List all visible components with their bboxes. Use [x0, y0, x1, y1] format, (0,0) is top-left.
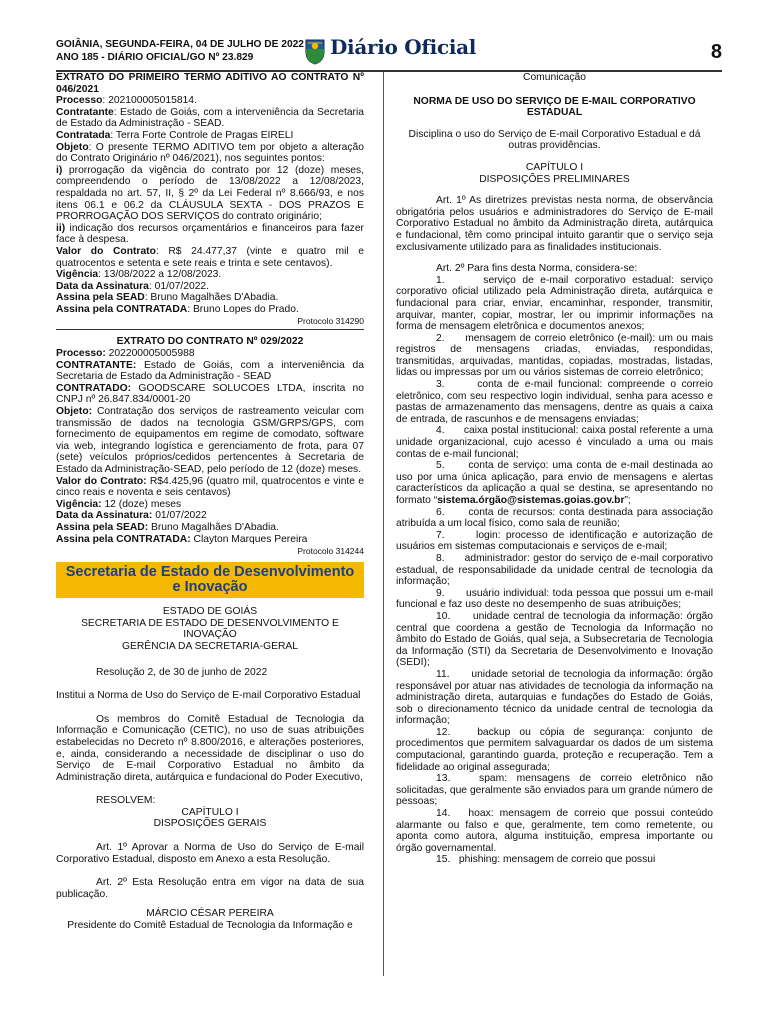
resolution-signer: MÁRCIO CÉSAR PEREIRA	[146, 908, 274, 920]
extract1-item-ii: ii) indicação dos recursos orçamentários e financeiros para fazer face à despesa.	[56, 222, 364, 246]
resolution-chapter-title: DISPOSIÇÕES GERAIS	[153, 818, 267, 830]
right-column	[396, 72, 713, 866]
norma-art2: Art. 2º Para fins desta Norma, considera-se:	[436, 263, 638, 275]
resolution-ementa: Institui a Norma de Uso do Serviço de E-mail Corporativo Estadual	[56, 690, 361, 702]
comunicacao-label: Comunicação	[523, 72, 586, 83]
page-header	[56, 35, 722, 68]
resolution-resolvem: RESOLVEM:	[96, 795, 156, 807]
extract1-item-i: i) prorrogação da vigência do contrato por 12 (doze) meses, compreendendo o período de 13/08/2022 a 12/08/2023, respaldada no art. 57, II, § 2º da Lei Federal nº 8.666/93, e nos itens 06.1 e 06.2 da CLÁUSULA SEXTA - DOS PRAZOS E PRORROGAÇÃO DOS SERVIÇOS do contrato originário;	[56, 164, 364, 223]
resolution-art1: Art. 1º Aprovar a Norma de Uso do Serviço de E-mail Corporativo Estadual, disposto em Anexo a esta Resolução.	[56, 842, 364, 865]
page-number: 8	[710, 41, 722, 63]
list-item: 12. backup ou cópia de segurança: conjunto de procedimentos que permitem salvaguardar os dados de um sistema computacional, garantindo guarda, proteção e recuperação. Tem a fidelidade ao original assegurada;	[396, 726, 713, 773]
list-item: 15. phishing: mensagem de correio que possui	[436, 854, 656, 866]
brand-title: Diário Oficial	[330, 35, 477, 59]
resolution-estado: ESTADO DE GOIÁS	[162, 606, 258, 618]
extract1-title: EXTRATO DO PRIMEIRO TERMO ADITIVO AO CONTRATO Nº 046/2021	[56, 72, 364, 95]
extract2-processo: Processo: 202200005005988	[56, 348, 195, 360]
resolution-title: Resolução 2, de 30 de junho de 2022	[96, 666, 268, 678]
norma-chapter: CAPÍTULO I	[525, 161, 584, 173]
resolution-chapter: CAPÍTULO I	[181, 806, 239, 818]
list-item: 1. serviço de e-mail corporativo estadual: serviço corporativo oficial utilizado pela Administração direta, autárquica e fundacional para criar, enviar, encaminhar, responder, transmitir, arquivar, manter, copiar, mostrar, ler ou imprimir informações na forma de mensagem eletrônica e documentos anexos;	[396, 274, 713, 333]
norma-title: NORMA DE USO DO SERVIÇO DE E-MAIL CORPORATIVO ESTADUAL	[413, 95, 696, 119]
goias-coat-of-arms-icon	[304, 37, 326, 65]
extract2-vigencia: Vigência: 12 (doze) meses	[56, 498, 182, 510]
column-divider	[383, 72, 384, 976]
extract1-sead: Assina pela SEAD: Bruno Magalhães D'Abadia.	[56, 292, 279, 304]
list-item: 13. spam: mensagens de correio eletrônico não solicitadas, que geralmente são enviados para um grande número de pessoas;	[396, 773, 713, 808]
extract2-contratado: CONTRATADO: GOODSCARE SOLUCOES LTDA, inscrita no CNPJ nº 26.847.834/0001-20	[56, 382, 364, 406]
left-column	[56, 72, 364, 932]
list-item: 2. mensagem de correio eletrônico (e-mail): um ou mais registros de mensagens criadas, enviadas, respondidas, transmitidas, arquivadas, mantidas, copiadas, mostradas, listadas, lidas ou impressas por um ou vários sistemas de correio eletrônico;	[396, 332, 713, 379]
extract1-contratada: Contratada: Terra Forte Controle de Pragas EIRELI	[56, 129, 294, 141]
list-item: 14. hoax: mensagem de correio que possui conteúdo alarmante ou falso e que, geralmente, tem como remetente, ou aponta como autora, alguma instituição, empresa importante ou órgão governamental.	[396, 808, 713, 854]
extract2-data: Data da Assinatura: 01/07/2022	[56, 510, 207, 522]
list-item: 5. conta de serviço: uma conta de e-mail destinada ao uso por uma única aplicação, para envio de mensagens e alertas característicos da aplicação a qual se destina, se apresentando no formato “sistema.órgão@sistemas.goias.gov.br”;	[396, 460, 713, 506]
extract1-data: Data da Assinatura: 01/07/2022.	[56, 280, 210, 292]
extract1-processo: Processo: 202100005015814.	[56, 95, 197, 107]
list-item: 9. usuário individual: toda pessoa que possui um e-mail funcional e faz uso deste no desempenho de suas atribuições;	[396, 587, 713, 611]
extract2-title: EXTRATO DO CONTRATO Nº 029/2022	[116, 336, 304, 348]
extract1-contratante: Contratante: Estado de Goiás, com a interveniência da Secretaria de Estado da Administração - SEAD.	[56, 106, 364, 130]
list-item: 7. login: processo de identificação e autorização de usuários em sistemas computacionais e serviços de e-mail;	[396, 529, 713, 553]
header-date-block	[56, 38, 304, 64]
extract2-protocolo: Protocolo 314244	[297, 546, 364, 557]
email-format: sistema.órgão@sistemas.goias.gov.br	[437, 495, 625, 506]
list-item: 4. caixa postal institucional: caixa postal referente a uma unidade organizacional, cujo acesso é vinculado a uma ou mais contas de e-mail funcional;	[396, 425, 713, 460]
list-item: 8. administrador: gestor do serviço de e-mail corporativo estadual, de responsabilidade da unidade central de tecnologia da informação;	[396, 552, 713, 588]
extract2-contratante: CONTRATANTE: Estado de Goiás, com a interveniência da Secretaria de Estado da Administração - SEAD	[56, 359, 364, 383]
list-item: 10. unidade central de tecnologia da informação: órgão central que coordena a gestão de Tecnologia da Informação no âmbito do Estado de Goiás, qual seja, a Subsecretaria de Tecnologia da Informação (STI) da Secretaria de Desenvolvimento e Inovação (SEDI);	[396, 610, 713, 669]
extract2-objeto: Objeto: Contratação dos serviços de rastreamento veicular com transmissão de dados na tecnologia GSM/GRPS/GPS, com fornecimento de equipamentos em regime de comodato, software via web, integrando logística e gerenciamento de frota, para 07 (sete) veículos próprios/cedidos pertencentes à Secretaria de Estado da Administração-SEAD, pelo período de 12 (doze) meses.	[56, 406, 364, 475]
resolution-art2: Art. 2º Esta Resolução entra em vigor na data de sua publicação.	[56, 877, 364, 900]
extract2-sead: Assina pela SEAD: Bruno Magalhães D'Abadia.	[56, 521, 279, 533]
extract1-protocolo: Protocolo 314290	[297, 316, 364, 327]
resolution-secretaria: SECRETARIA DE ESTADO DE DESENVOLVIMENTO E INOVAÇÃO	[81, 617, 339, 641]
extract1-valor: Valor do Contrato: R$ 24.477,37 (vinte e quatro mil e quatrocentos e setenta e sete reais e trinta e sete centavos).	[56, 245, 364, 269]
norma-subtitle: Disciplina o uso do Serviço de E-mail Corporativo Estadual e dá outras providências.	[408, 128, 701, 152]
extract1-contratada-sign: Assina pela CONTRATADA: Bruno Lopes do Prado.	[56, 303, 299, 315]
list-item: 11. unidade setorial de tecnologia da informação: órgão responsável por atuar nas atividades de tecnologia da informação na administração direta, autarquias e fundações do Estado de Goiás, sob o direcionamento técnico da unidade central de tecnologia da informação;	[396, 668, 713, 727]
extract1-vigencia: Vigência: 13/08/2022 a 12/08/2023.	[56, 269, 222, 281]
extract2-contratada: Assina pela CONTRATADA: Clayton Marques Pereira	[56, 533, 308, 545]
header-date: GOIÂNIA, SEGUNDA-FEIRA, 04 DE JULHO DE 2022	[56, 39, 304, 50]
norma-art1: Art. 1º As diretrizes previstas nesta norma, de observância obrigatória pelos usuários e administradores do Serviço de E-mail Corporativo Estadual no âmbito da Administração direta, autárquica e fundacional, têm como principal intuito garantir que o serviço seja exclusivamente utilizado para as finalidades institucionais.	[396, 195, 713, 253]
header-issue: ANO 185 - DIÁRIO OFICIAL/GO Nº 23.829	[56, 52, 254, 63]
extract1-objeto: Objeto: O presente TERMO ADITIVO tem por objeto a alteração do Contrato Originário nº 046/2021), nos seguintes pontos:	[56, 141, 364, 165]
diario-oficial-logo	[304, 35, 477, 68]
extract2-valor: Valor do Contrato: R$4.425,96 (quatro mil, quatrocentos e vinte e cinco reais e noventa e seis centavos)	[56, 475, 365, 499]
list-item: 6. conta de recursos: conta destinada para associação atribuída a um local físico, como sala de reunião;	[396, 506, 713, 530]
norma-chapter-title: DISPOSIÇÕES PRELIMINARES	[479, 173, 630, 185]
resolution-preamble: Os membros do Comitê Estadual de Tecnologia da Informação e Comunicação (CETIC), no uso de suas atribuições estabelecidas no Decreto nº 8.800/2016, e alterações posteriores, e, ainda, considerando a necessidade de disciplinar o uso do Serviço de E-mail Corporativo Estadual no âmbito da Administração direta, autárquica e fundacional do Poder Executivo,	[56, 713, 364, 783]
resolution-signer-role: Presidente do Comitê Estadual de Tecnologia da Informação e	[67, 920, 353, 932]
list-item: 3. conta de e-mail funcional: compreende o correio eletrônico, com seu respectivo login individual, senha para acesso e pastas de armazenamento das mensagens, dentre as quais a caixa de entrada, de rascunhos e de mensagens enviadas;	[396, 379, 713, 425]
section-bar-sedi: Secretaria de Estado de Desenvolvimento e Inovação	[56, 562, 364, 598]
resolution-gerencia: GERÊNCIA DA SECRETARIA-GERAL	[121, 640, 299, 652]
extract-divider	[56, 329, 364, 330]
